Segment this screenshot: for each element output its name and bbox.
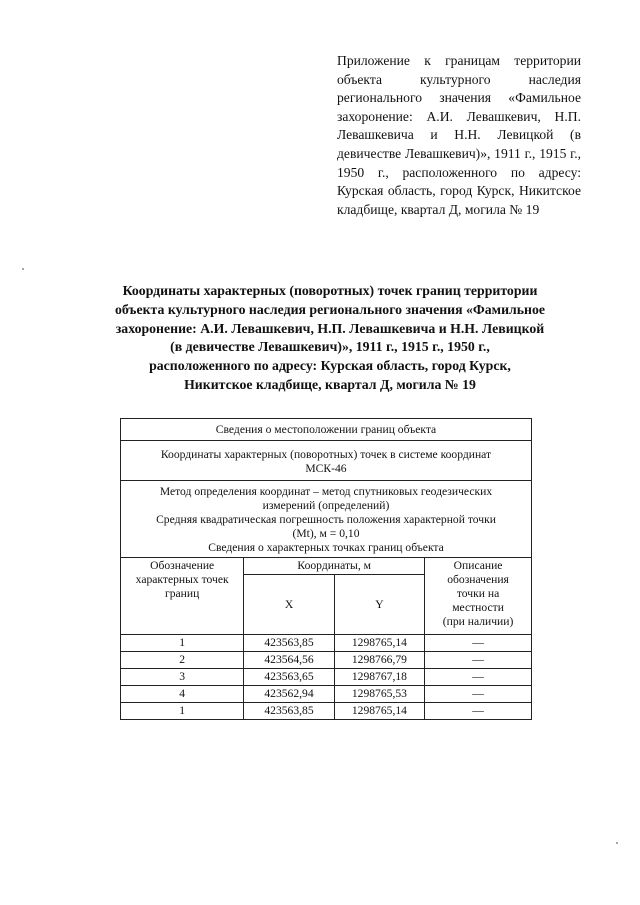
point-cell: 4	[121, 686, 244, 703]
col-header-point-line: Обозначение	[150, 559, 215, 572]
description-cell: —	[425, 652, 532, 669]
coordinate-system-cell	[121, 441, 532, 481]
col-header-description-line: (при наличии)	[442, 615, 514, 628]
col-header-coordinates: Координаты, м	[244, 558, 425, 575]
method-line: измерений (определений)	[262, 499, 390, 512]
point-cell: 3	[121, 669, 244, 686]
x-cell: 423564,56	[244, 652, 334, 669]
y-cell: 1298767,18	[334, 669, 424, 686]
appendix-text: Приложение к границам территории объекта культурного наследия регионального значения «Фамильное захоронение: А.И. Левашкевич, Н.П. Левашкевича и Н.Н. Левицкой (в девичестве Левашкевич)», 1911 г., 1915 г., 1950 г., расположенного по адресу: Курская область, город Курск, Никитское кладбище, квартал Д, могила № 19	[337, 53, 581, 217]
col-header-description-line: точки на	[456, 587, 500, 600]
col-header-description-line: Описание	[453, 559, 503, 572]
description-cell: —	[425, 635, 532, 652]
y-cell: 1298765,53	[334, 686, 424, 703]
title-line: Никитское кладбище, квартал Д, могила № 19	[184, 376, 476, 392]
description-cell: —	[425, 703, 532, 720]
error-line: (Mt), м = 0,10	[292, 527, 360, 540]
title-line: объекта культурного наследия регионального значения «Фамильное	[114, 301, 546, 317]
table-row	[121, 669, 532, 686]
x-cell: 423563,65	[244, 669, 334, 686]
x-cell: 423563,85	[244, 703, 334, 720]
point-cell: 1	[121, 703, 244, 720]
col-header-description	[425, 558, 532, 635]
points-header: Сведения о характерных точках границ объекта	[208, 541, 444, 554]
col-header-x: X	[244, 575, 334, 635]
col-header-point-line: границ	[164, 587, 200, 600]
col-header-description-line: обозначения	[447, 573, 509, 586]
scan-speck	[22, 268, 24, 270]
table-row	[121, 652, 532, 669]
y-cell: 1298765,14	[334, 703, 424, 720]
col-header-description-line: местности	[452, 601, 504, 614]
error-line: Средняя квадратическая погрешность положения характерной точки	[156, 513, 496, 526]
title-line: (в девичестве Левашкевич)», 1911 г., 1915 г., 1950 г.,	[170, 339, 490, 355]
document-title	[70, 282, 590, 395]
scan-speck	[616, 842, 618, 844]
description-cell: —	[425, 686, 532, 703]
method-cell	[121, 481, 532, 558]
x-cell: 423563,85	[244, 635, 334, 652]
appendix-note	[337, 52, 581, 219]
point-cell: 2	[121, 652, 244, 669]
coordinate-system-name: МСК-46	[305, 461, 347, 475]
y-cell: 1298765,14	[334, 635, 424, 652]
location-header: Сведения о местоположении границ объекта	[121, 419, 532, 441]
col-header-y: Y	[334, 575, 424, 635]
col-header-point-line: характерных точек	[135, 573, 229, 586]
table-row	[121, 686, 532, 703]
coordinates-table	[120, 418, 532, 720]
y-cell: 1298766,79	[334, 652, 424, 669]
x-cell: 423562,94	[244, 686, 334, 703]
col-header-point	[121, 558, 244, 635]
table-row	[121, 635, 532, 652]
title-line: Координаты характерных (поворотных) точек границ территории	[122, 283, 538, 298]
point-cell: 1	[121, 635, 244, 652]
title-line: захоронение: А.И. Левашкевич, Н.П. Левашкевича и Н.Н. Левицкой	[115, 320, 545, 336]
description-cell: —	[425, 669, 532, 686]
method-line: Метод определения координат – метод спутниковых геодезических	[159, 485, 493, 498]
coordinate-system-line: Координаты характерных (поворотных) точек в системе координат	[160, 447, 492, 461]
table-row	[121, 703, 532, 720]
title-line: расположенного по адресу: Курская область, город Курск,	[149, 358, 511, 374]
